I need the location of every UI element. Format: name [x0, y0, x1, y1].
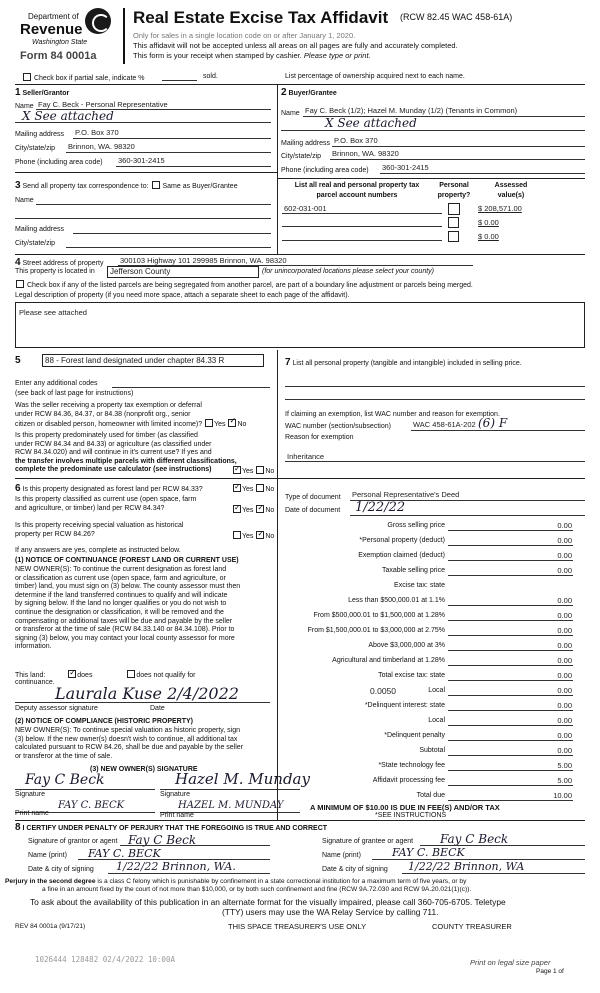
- personal-property-line-2[interactable]: [285, 399, 585, 400]
- tax-value-tier3[interactable]: 0.00: [557, 626, 572, 635]
- tax-value-delinquent-interest-state[interactable]: 0.00: [557, 701, 572, 710]
- minimum-due-note: A MINIMUM OF $10.00 IS DUE IN FEE(S) AND/OR TAX: [310, 803, 500, 812]
- if-yes-note: If any answers are yes, complete as instructed below.: [15, 547, 181, 554]
- header-note-2: This affidavit will not be accepted unless all areas on all pages are fully and accurately completed.: [133, 41, 458, 50]
- docdate-line: [350, 515, 585, 516]
- current-use-yes-checkbox[interactable]: [233, 505, 241, 513]
- seller-mail-label: Mailing address: [15, 131, 65, 138]
- tax-label-gross: Gross selling price: [387, 522, 445, 529]
- grantee-name-label: Name (print): [322, 852, 361, 859]
- tax-label-processing-fee: Affidavit processing fee: [372, 777, 445, 784]
- tax-value-agricultural[interactable]: 0.00: [557, 656, 572, 665]
- ownership-note: List percentage of ownership acquired next to each name.: [285, 73, 465, 80]
- doctype-field[interactable]: Personal Representative's Deed: [352, 490, 460, 499]
- parcel-value-1[interactable]: $ 208,571.00: [478, 204, 522, 213]
- wac-handwritten: (6) F: [478, 416, 508, 430]
- current-use-yes-no: ✓ Yes ✓ No: [232, 505, 274, 514]
- docdate-field[interactable]: 1/22/22: [355, 500, 406, 515]
- section-divider-8: [15, 820, 585, 821]
- local-rate: 0.0050: [370, 686, 396, 696]
- print-name-label-1: Print name: [15, 810, 49, 817]
- historic-yes-no: Yes ✓ No: [232, 531, 274, 540]
- revision-label: REV 84 0001a (9/17/21): [15, 923, 86, 930]
- section-divider-7: [277, 478, 585, 479]
- sec6-q1: 6 Is this property designated as forest land per RCW 84.33?: [15, 483, 203, 494]
- legal-description-label: Legal description of property (if you need more space, attach a separate sheet to each page of the affidavit).: [15, 292, 350, 299]
- buyer-mail-label: Mailing address: [281, 140, 331, 147]
- signature-label-1: Signature: [15, 791, 45, 798]
- forest-no-checkbox[interactable]: [256, 484, 264, 492]
- section-divider-3: [15, 254, 585, 255]
- tax-label-tier1: Less than $500,000.01 at 1.1%: [348, 597, 445, 604]
- deputy-label: Deputy assessor signature: [15, 705, 98, 712]
- legal-description-text: Please see attached: [19, 308, 87, 317]
- partial-percent-field[interactable]: [162, 80, 197, 81]
- seller-mail-field[interactable]: P.O. Box 370: [75, 128, 119, 137]
- parcel-personal-checkbox-3[interactable]: [448, 231, 459, 242]
- segregated-row: Check box if any of the listed parcels are being segregated from another parcel, are part of a boundary line adjustment or parcels being merged.: [15, 280, 473, 289]
- tax-label-exemption: Exemption claimed (deduct): [358, 552, 445, 559]
- tax-label-tech-fee: *State technology fee: [378, 762, 445, 769]
- see-instructions-note: *SEE INSTRUCTIONS: [375, 812, 447, 819]
- sec7-label: 7 List all personal property (tangible and intangible) included in selling price.: [285, 357, 522, 368]
- parcel-value-2[interactable]: $ 0.00: [478, 218, 499, 227]
- seller-name-label: Name: [15, 103, 34, 110]
- grantee-name: FAY C. BECK: [392, 846, 465, 859]
- grantor-sig-label: Signature of grantor or agent: [28, 838, 118, 845]
- sec3-name-label: Name: [15, 197, 34, 204]
- tax-value-tier4[interactable]: 0.00: [557, 641, 572, 650]
- buyer-name-handwritten: X See attached: [325, 116, 417, 130]
- personal-property-line-1[interactable]: [285, 386, 585, 387]
- tax-value-exemption[interactable]: 0.00: [557, 551, 572, 560]
- sec3-mail-label: Mailing address: [15, 226, 65, 233]
- dept-label: Department of: [28, 12, 79, 21]
- agency-name: Revenue: [20, 21, 83, 38]
- tax-value-total-state[interactable]: 0.00: [557, 671, 572, 680]
- tax-value-tech-fee[interactable]: 5.00: [557, 761, 572, 770]
- parcel-line-1: [282, 213, 442, 214]
- owner-sig-line-1: [15, 789, 155, 790]
- wac-line: [411, 430, 585, 431]
- legal-description-field[interactable]: [15, 302, 585, 348]
- page-number: Page 1 of: [536, 968, 564, 975]
- grantee-sig-label: Signature of grantee or agent: [322, 838, 414, 845]
- exemption-yes-checkbox[interactable]: [205, 419, 213, 427]
- reason-label: Reason for exemption: [285, 434, 354, 441]
- buyer-mail-field[interactable]: P.O. Box 370: [334, 136, 378, 145]
- grantee-date-label: Date & city of signing: [322, 866, 388, 873]
- grantee-date: 1/22/22 Brinnon, WA: [408, 860, 525, 873]
- sec8-heading: 8 I CERTIFY UNDER PENALTY OF PERJURY THAT THE FOREGOING IS TRUE AND CORRECT: [15, 822, 328, 833]
- additional-codes-note: (see back of last page for instructions): [15, 390, 134, 397]
- tax-label-agricultural: Agricultural and timberland at 1.28%: [332, 657, 445, 664]
- sec3-mail-line[interactable]: [73, 233, 271, 234]
- wac-field[interactable]: WAC 458-61A-202: [413, 420, 476, 429]
- forest-yes-no: ✓ Yes No: [232, 484, 274, 493]
- seller-name-handwritten: X See attached: [22, 109, 114, 123]
- timber-yes-checkbox[interactable]: [233, 466, 241, 474]
- perjury-note-2: a fine in an amount fixed by the court of not more than $10,000, or by both such confinement and fine (RCW 9A.72.030 and RCW 9A.20.021(1)(c)).: [42, 886, 472, 893]
- cashier-stamp: 1026444 128482 02/4/2022 10:00A: [35, 955, 175, 964]
- additional-codes-label: Enter any additional codes: [15, 380, 98, 387]
- grantor-date-label: Date & city of signing: [28, 866, 94, 873]
- personal-property-header: Personal property?: [437, 182, 471, 199]
- segregated-checkbox[interactable]: [16, 280, 24, 288]
- owner-signature-2: Hazel M. Munday: [175, 770, 310, 788]
- parcel-list-header: List all real and personal property tax parcel account numbers: [294, 182, 420, 199]
- left-right-divider: [277, 350, 278, 820]
- parcel-line-3: [282, 240, 442, 241]
- sec3-name-line[interactable]: [36, 204, 271, 205]
- timber-yes-no: ✓ Yes No: [232, 466, 274, 475]
- additional-codes-field[interactable]: [112, 387, 270, 388]
- parcel-personal-checkbox-2[interactable]: [448, 217, 459, 228]
- header-note-1: Only for sales in a single location code on or after January 1, 2020.: [133, 31, 356, 40]
- tax-label-total-state: Total excise tax: state: [378, 672, 445, 679]
- assessed-value-header: Assessed value(s): [494, 182, 528, 199]
- same-as-buyer-checkbox[interactable]: [152, 181, 160, 189]
- buyer-phone-label: Phone (including area code): [281, 167, 369, 174]
- use-code-select[interactable]: 88 - Forest land designated under chapter 84.33 R: [42, 354, 264, 367]
- sec6-q3: Is this property receiving special valuation as historical property per RCW 84.26?: [15, 522, 184, 538]
- sec3-heading: 3 Send all property tax correspondence to: Same as Buyer/Grantee: [15, 180, 238, 191]
- sec3-city-line[interactable]: [66, 247, 271, 248]
- section-divider-top: [15, 84, 585, 85]
- seller-name-field[interactable]: Fay C. Beck - Personal Representative: [38, 100, 168, 109]
- county-treasurer-label: COUNTY TREASURER: [432, 922, 512, 931]
- forest-yes-checkbox[interactable]: [233, 484, 241, 492]
- section-divider-2: [277, 178, 585, 179]
- notice-continuance-text: NEW OWNER(S): To continue the current designation as forest land or classification as current use (open space, farm and agriculture, or timber) land, you must sign on (3) below. The county assessor must then determine if the land transferred continues to qualify and will indicate by signing below. If the land no longer qualifies or you do not wish to continue the designation or classification, it will be removed and the compensating or additional taxes will be due and payable by the seller or transferor at the time of sale (RCW 84.33.140 or 84.34.108). Prior to signing (3) below, you may contact your local county assessor for more information.: [15, 566, 241, 651]
- grantor-date: 1/22/22 Brinnon, WA.: [116, 860, 236, 873]
- parcel-account-1[interactable]: 602-031-001: [284, 204, 327, 213]
- header-divider: [123, 8, 125, 64]
- tax-value-total-due[interactable]: 10.00: [553, 791, 572, 800]
- notice-continuance-heading: (1) NOTICE OF CONTINUANCE (FOREST LAND OR CURRENT USE): [15, 557, 239, 564]
- treasurer-use-label: THIS SPACE TREASURER'S USE ONLY: [228, 922, 367, 931]
- tax-label-delinquent-interest-state: *Delinquent interest: state: [364, 702, 445, 709]
- parcel-personal-checkbox-1[interactable]: [448, 203, 460, 215]
- doctype-label: Type of document: [285, 494, 341, 501]
- buyer-phone-line: [380, 173, 585, 174]
- buyer-mail-line: [332, 146, 585, 147]
- grantor-name-label: Name (print): [28, 852, 67, 859]
- new-owner-sig-heading: (3) NEW OWNER(S) SIGNATURE: [90, 766, 198, 773]
- sec3-name-line-2[interactable]: [15, 218, 271, 219]
- tax-value-subtotal[interactable]: 0.00: [557, 746, 572, 755]
- docdate-label: Date of document: [285, 507, 341, 514]
- seller-phone-field[interactable]: 360-301-2415: [118, 156, 165, 165]
- sec4-street-label: 4 Street address of property: [15, 257, 104, 268]
- exemption-no-checkbox[interactable]: [228, 419, 236, 427]
- parcel-line-2: [282, 226, 442, 227]
- tax-value-taxable[interactable]: 0.00: [557, 566, 572, 575]
- tax-label-local: Local: [428, 687, 445, 694]
- timber-no-checkbox[interactable]: [256, 466, 264, 474]
- parcel-value-3[interactable]: $ 0.00: [478, 232, 499, 241]
- notice-compliance-heading: (2) NOTICE OF COMPLIANCE (HISTORIC PROPERTY): [15, 718, 193, 725]
- legal-size-note: Print on legal size paper: [470, 958, 551, 967]
- grantor-date-line: [108, 873, 270, 874]
- this-land-row: This land: ✓ does does not qualify for: [15, 670, 196, 679]
- buyer-city-line: [330, 159, 585, 160]
- seller-phone-label: Phone (including area code): [15, 159, 103, 166]
- state-label: Washington State: [32, 39, 88, 46]
- reason-line: [285, 461, 585, 462]
- section-divider-1: [15, 172, 277, 173]
- county-note: (for unincorporated locations please select your county): [262, 268, 434, 275]
- tax-value-processing-fee[interactable]: 5.00: [557, 776, 572, 785]
- tax-label-total-due: Total due: [416, 792, 445, 799]
- seller-city-label: City/state/zip: [15, 145, 56, 152]
- sec5-q2: Is this property predominately used for timber (as classified under RCW 84.34 and 84.33) or agriculture (as classified under RCW 84.34.020) and will continue in it's current use? If yes and the transfer involves multiple parcels with different classifications,: [15, 432, 237, 465]
- historic-yes-checkbox[interactable]: [233, 531, 241, 539]
- tax-value-personal[interactable]: 0.00: [557, 536, 572, 545]
- partial-sale-checkbox[interactable]: [23, 73, 31, 81]
- grantor-signature: Fay C Beck: [128, 833, 197, 847]
- header-note-3: This form is your receipt when stamped by cashier. Please type or print.: [133, 51, 371, 60]
- seller-city-line: [66, 152, 271, 153]
- perjury-note-1: Perjury in the second degree is a class C felony which is punishable by confinement in a state correctional institution for a maximum term of five years, or by: [5, 878, 467, 885]
- sec5-q2-last: complete the predominate use calculator (see instructions): [15, 466, 212, 473]
- notice-compliance-text: NEW OWNER(S): To continue special valuation as historic property, sign (3) below. If the new owner(s) doesn't wish to continue, all additional tax calculated pursuant to RCW 84.26, shall be due and payable by the seller or transferor at the time of sale.: [15, 727, 244, 760]
- seller-heading: 1 Seller/Grantor: [15, 87, 70, 98]
- reason-field[interactable]: Inheritance: [287, 452, 325, 461]
- form-number: Form 84 0001a: [20, 50, 97, 62]
- deputy-date-label: Date: [150, 705, 165, 712]
- partial-sale-row: Check box if partial sale, indicate %: [22, 73, 144, 82]
- tax-label-delinquent-interest-local: Local: [428, 717, 445, 724]
- buyer-heading: 2 Buyer/Grantee: [281, 87, 337, 98]
- print-name-label-2: Print name: [160, 812, 194, 819]
- owner-print-1: FAY C. BECK: [58, 800, 125, 811]
- tax-label-personal: *Personal property (deduct): [359, 537, 445, 544]
- tax-label-tier2: From $500,000.01 to $1,500,000 at 1.28%: [313, 612, 445, 619]
- tax-label-taxable: Taxable selling price: [381, 567, 445, 574]
- tax-label-excise-state: Excise tax: state: [394, 582, 445, 589]
- buyer-name-field[interactable]: Fay C. Beck (1/2); Hazel M. Munday (1/2) (Tenants in Common): [305, 106, 518, 115]
- buyer-city-label: City/state/zip: [281, 153, 322, 160]
- tax-value-tier1[interactable]: 0.00: [557, 596, 572, 605]
- signature-label-2: Signature: [160, 791, 190, 798]
- owner-signature-1: Fay C Beck: [25, 772, 105, 788]
- tax-value-delinquent-interest-local[interactable]: 0.00: [557, 716, 572, 725]
- agency-logo-swoosh-icon: [92, 14, 110, 32]
- wac-label: WAC number (section/subsection): [285, 423, 391, 430]
- grantee-signature: Fay C Beck: [440, 832, 509, 846]
- county-select[interactable]: Jefferson County: [107, 266, 259, 278]
- buyer-city-field[interactable]: Brinnon, WA. 98320: [332, 149, 399, 158]
- assessor-signature-line: [15, 702, 270, 703]
- buyer-name-label: Name: [281, 110, 300, 117]
- alt-format-note-2: (TTY) users may use the WA Relay Service by calling 711.: [222, 907, 439, 917]
- alt-format-note-1: To ask about the availability of this publication in an alternate format for the visually impaired, please call 360-705-6705. Teletype: [30, 897, 506, 907]
- assessor-signature: Laurala Kuse 2/4/2022: [55, 684, 239, 703]
- tax-value-tier2[interactable]: 0.00: [557, 611, 572, 620]
- sec5-q1: Was the seller receiving a property tax exemption or deferral under RCW 84.36, 84.37, or 84.38 (nonprofit org., senior citizen or disabled person, homeowner with limited income)? Yes ✓ No: [15, 402, 246, 430]
- tax-value-delinquent-penalty[interactable]: 0.00: [557, 731, 572, 740]
- street-address-field[interactable]: 300103 Highway 101 299985 Brinnon, WA. 98320: [120, 256, 287, 265]
- seller-mail-line: [73, 138, 271, 139]
- seller-name-line-2: [15, 122, 271, 123]
- owner-print-2: HAZEL M. MUNDAY: [178, 800, 284, 811]
- sec3-city-label: City/state/zip: [15, 240, 56, 247]
- grantee-date-line: [402, 873, 585, 874]
- does-qualify-checkbox[interactable]: [68, 670, 76, 678]
- grantor-name: FAY C. BECK: [88, 847, 161, 860]
- buyer-name-line-2: [281, 130, 585, 131]
- tax-value-local[interactable]: 0.00: [557, 686, 572, 695]
- section-divider-5: [15, 478, 277, 479]
- seller-phone-line: [116, 166, 271, 167]
- current-use-no-checkbox[interactable]: [256, 505, 264, 513]
- continuance-label: continuance.: [15, 679, 55, 686]
- located-label: This property is located in: [15, 268, 95, 275]
- buyer-phone-field[interactable]: 360-301-2415: [382, 163, 429, 172]
- tax-label-tier3: From $1,500,000.01 to $3,000,000 at 2.75%: [307, 627, 445, 634]
- seller-city-field[interactable]: Brinnon, WA. 98320: [68, 142, 135, 151]
- sec5-number: 5: [15, 355, 21, 366]
- wac-claim-note: If claiming an exemption, list WAC number and reason for exemption.: [285, 411, 500, 418]
- sec6-q2: Is this property classified as current use (open space, farm and agriculture, or timber) land per RCW 84.34?: [15, 496, 197, 512]
- grantor-sig-line: [120, 845, 270, 846]
- tax-label-subtotal: Subtotal: [419, 747, 445, 754]
- owner-sig-line-2: [160, 789, 300, 790]
- form-rcw: (RCW 82.45 WAC 458-61A): [400, 12, 513, 22]
- tax-value-gross[interactable]: 0.00: [557, 521, 572, 530]
- historic-no-checkbox[interactable]: [256, 531, 264, 539]
- does-not-qualify-checkbox[interactable]: [127, 670, 135, 678]
- tax-label-tier4: Above $3,000,000 at 3%: [368, 642, 445, 649]
- partial-sold-label: sold.: [203, 73, 218, 80]
- form-title: Real Estate Excise Tax Affidavit: [133, 8, 389, 27]
- tax-label-delinquent-penalty: *Delinquent penalty: [384, 732, 445, 739]
- seller-buyer-divider: [277, 84, 278, 254]
